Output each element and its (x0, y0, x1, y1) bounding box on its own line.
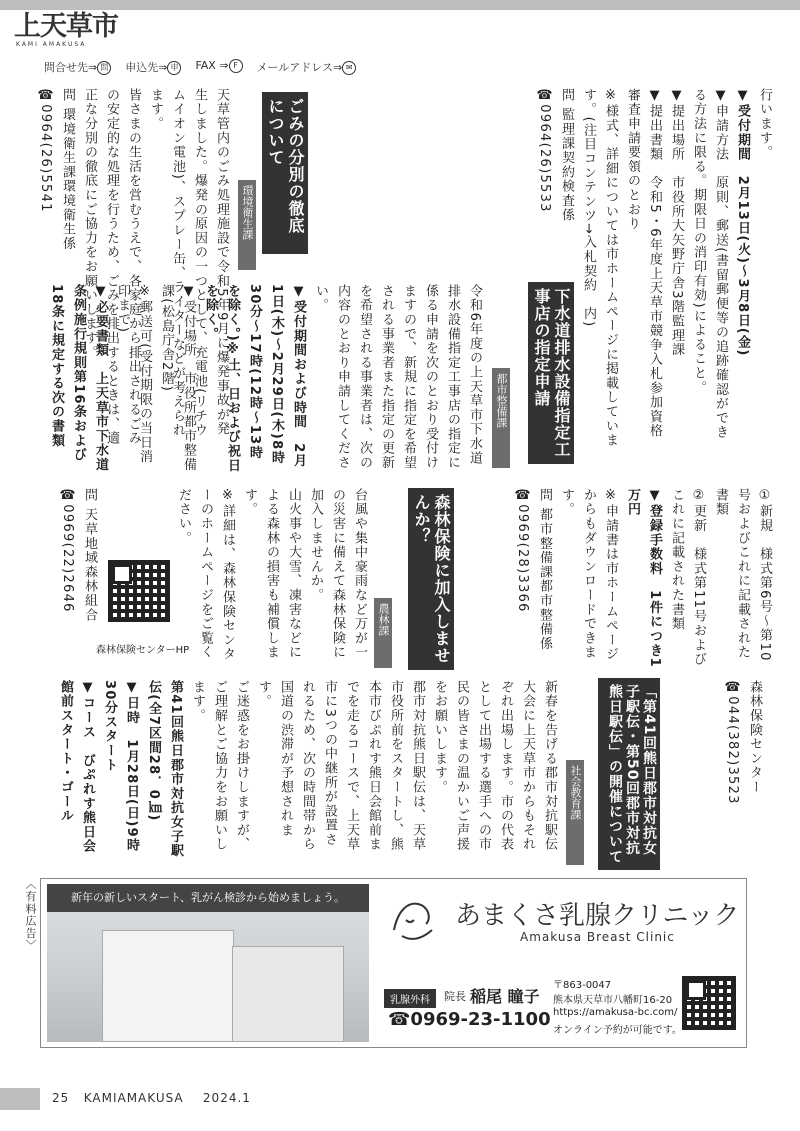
bid-place: ▼提出場所 市役所大矢野庁舎3階監理課 (669, 88, 684, 357)
sewer-period: ▼受付期間および時間 2月1日(木)～2月29日(木)8時30分～17時(12時～13時を除く。)※土、日および祝日を除く。 (203, 284, 306, 473)
ekiden-text-2: 郡市対抗熊日駅伝は、天草市役所前をスタートし、熊本市びぷれす熊日会館前までを走るコースで、上天草市に3つの中継所が設置されるため、次の時間帯から国道の渋滞が予想されます。 (256, 680, 425, 852)
forest-tag: 農林課 (374, 598, 392, 668)
forest-note: ※詳細は、森林保険センターのホームページをご覧ください。 (176, 488, 235, 662)
clinic-name: あまくさ乳腺クリニック (455, 901, 740, 931)
ekiden-datetime: ▼日時 1月28日(日)9時30分スタート (102, 680, 139, 853)
symbol-legend (44, 59, 356, 75)
director-label: 院長 (444, 990, 466, 1003)
clinic-logo-icon (388, 890, 446, 952)
ekiden-course: ▼コース びぷれす熊日会館前スタート・ゴール (58, 680, 95, 854)
garbage-text-1: 天草管内のごみ処理施設で令和5年9月に爆発事故が発生しました。爆発の原因の一つとして、充電池(リチウムイオン電池)、スプレー缶、ライターなどが考えられます。 (148, 88, 229, 438)
clinic-qr-code[interactable] (682, 976, 736, 1030)
bid-note: ※様式、詳細については市ホームページに掲載しています。(注目コンテンツ→入札契約 内) (581, 88, 618, 448)
garbage-contact: 問 環境衛生課環境衛生係 (60, 88, 75, 251)
garbage-title: ごみの分別の徹底について (262, 92, 308, 254)
sewer-phone: ☎0969(28)3366 (515, 488, 530, 613)
sewer-place: ▼受付場所 市役所都市整備課(松島庁舎2階) (159, 284, 196, 472)
page-number: 25 (52, 1091, 70, 1105)
legend-fax: FAX ⇒ F (195, 59, 242, 75)
forest-text-1: 台風や集中豪雨など万が一の災害に備えて森林保険に加入しませんか。 (308, 488, 367, 660)
ekiden-title: 「第41回熊日郡市対抗女子駅伝・第50回郡市対抗熊日駅伝」の開催について (598, 678, 660, 870)
logo: 上天草市 (14, 11, 118, 42)
ekiden-text-1: 新春を告げる郡市対抗駅伝大会に上天草市からもそれぞれ出場します。市の代表として出場する選手への市民の皆さまの温かいご声援をお願いします。 (432, 680, 557, 852)
bid-text: 行います。 (757, 88, 772, 160)
forest-phone: ☎0969(22)2646 (60, 488, 75, 613)
sewer-mail-note: ※郵送可(受付期限の当日消印まで) (115, 284, 152, 464)
sewer-title: 下水道排水設備指定工事店の指定申請 (528, 282, 574, 464)
sewer-section (40, 284, 485, 474)
clinic-online-note: オンライン予約が可能です。 (553, 1025, 682, 1036)
bid-method: ▼申請方法 原則、郵送(書留郵便等の追跡確認ができる方法に限る。期限日の消印有効)によること。 (691, 88, 728, 440)
forest-title: 森林保険に加入しませんか？ (408, 488, 454, 670)
ekiden-tag: 社会教育課 (566, 760, 584, 865)
sewer-download-note: ※申請書は市ホームページからもダウンロードできます。 (559, 488, 618, 662)
ekiden-race-title: 第41回熊日郡市対抗女子駅伝(全7区間28．0㎞) (146, 680, 183, 858)
forest-center-phone: ☎044(382)3523 (725, 680, 740, 805)
bid-phone: ☎0964(26)5533 (537, 88, 552, 213)
forest-qr-caption: 森林保険センターHP (96, 645, 190, 656)
bid-period: ▼受付期間 2月13日(火)～3月8日(金) (735, 88, 750, 357)
logo-subtitle: KAMI AMAKUSA (16, 41, 87, 48)
clinic-phone[interactable]: ☎0969-23-1100 (388, 1009, 551, 1030)
clinic-postal: 〒863-0047 (553, 980, 612, 991)
forest-contact: 問 天草地域森林組合 (82, 488, 97, 623)
issue-date: 2024.1 (202, 1091, 251, 1105)
sewer-fee: ▼登録手数料 1件につき1万円 (625, 488, 662, 668)
garbage-text-2: 皆さまの生活を営むうえで、各家庭から排出されるごみの安定的な処理を行うため、ごみを排出するときは、適正な分別の徹底にご協力をお願いします。 (82, 88, 141, 446)
clinic-building-side (232, 946, 344, 1042)
sewer-docs: ▼必要書類 上天草市下水道条例施行規則第16条および18条に規定する次の書類 (49, 284, 108, 472)
clinic-dept: 乳腺外科 (384, 989, 436, 1008)
clinic-url[interactable]: https://amakusa-bc.com/ (553, 1007, 678, 1018)
sewer-renew: ②更新 様式第11号およびこれに記載された書類 (669, 488, 706, 667)
legend-email: メールアドレス⇒ ✉ (257, 59, 357, 75)
top-bar (0, 0, 800, 10)
ekiden-text-3: ご迷惑をお掛けしますが、ご理解とご協力をお願いします。 (190, 680, 249, 852)
sewer-new: ①新規 様式第6号～第10号およびこれに記載された書類 (713, 488, 772, 662)
forest-contact-block (40, 488, 100, 658)
ekiden-section (40, 680, 560, 860)
director-name: 稲尾 瞳子 (470, 987, 540, 1006)
forest-text-2: 山火事や大雪、凍害などによる森林の損害も補償します。 (242, 488, 301, 660)
magazine-name: KAMIAMAKUSA (83, 1091, 184, 1105)
forest-center: 森林保険センター (747, 680, 762, 795)
legend-inquiry: 問合せ先⇒ 問 (44, 59, 111, 75)
footer (52, 1091, 251, 1105)
sewer-contact: 問 都市整備課都市整備係 (537, 488, 552, 651)
ad-label: 〈有料広告〉 (24, 878, 37, 952)
forest-qr-code[interactable] (108, 560, 170, 622)
clinic-building-main (102, 930, 234, 1042)
ad-banner: 新年の新しいスタート、乳がん検診から始めましょう。 (47, 884, 369, 912)
sewer-section-cont (470, 488, 775, 668)
legend-apply: 申込先⇒ 申 (125, 59, 181, 75)
clinic-name-en: Amakusa Breast Clinic (520, 930, 675, 944)
sewer-tag: 都市整備課 (492, 368, 510, 468)
forest-section (176, 488, 370, 668)
bid-contact: 問 監理課契約検査係 (559, 88, 574, 223)
forest-center-block (705, 680, 765, 860)
sewer-text: 令和6年度の上天草市下水道排水設備指定工事店の指定に係る申請を次のとおり受付けますので、新規に指定を希望される事業者また指定の更新を希望される事業者は、次の内容のとおり申請してください。 (313, 284, 482, 470)
garbage-phone: ☎0964(26)5541 (38, 88, 53, 213)
clinic-address: 熊本県天草市八幡町16-20 (553, 995, 673, 1006)
bid-docs: ▼提出書類 令和5・6年度上天草市競争入札参加資格審査申請要領のとおり (625, 88, 662, 439)
garbage-tag: 環境衛生課 (238, 180, 256, 270)
footer-bar (0, 1088, 40, 1110)
